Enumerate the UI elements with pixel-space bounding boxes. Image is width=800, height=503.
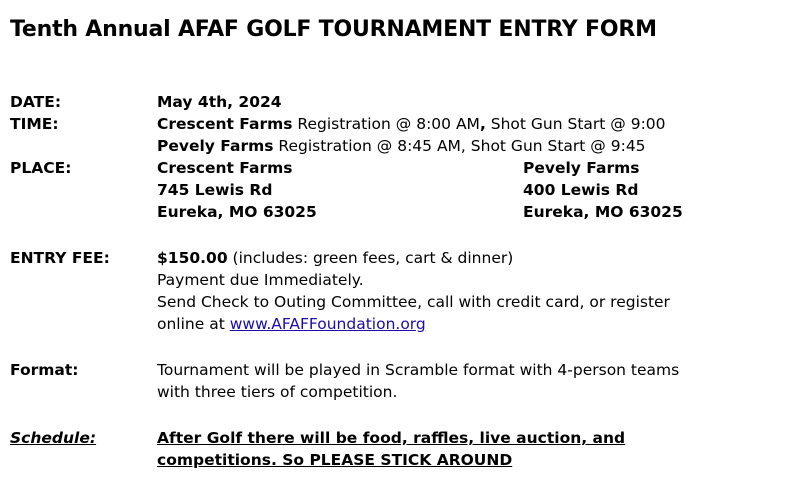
schedule-label: Schedule: [10, 429, 97, 447]
payment-instructions: Send Check to Outing Committee, call with credit card, or register [157, 293, 670, 311]
schedule-line-1: After Golf there will be food, raffles, live auction, and [157, 429, 626, 447]
time-line-crescent: Crescent Farms Registration @ 8:00 AM, Shot Gun Start @ 9:00 [157, 115, 666, 133]
venue-1-city: Eureka, MO 63025 [157, 203, 317, 221]
venue-2-name: Pevely Farms [523, 159, 640, 177]
date-label: DATE: [10, 93, 62, 111]
venue-2-street: 400 Lewis Rd [523, 181, 639, 199]
date-value: May 4th, 2024 [157, 93, 282, 111]
time-line-pevely: Pevely Farms Registration @ 8:45 AM, Shot Gun Start @ 9:45 [157, 137, 646, 155]
form-title: Tenth Annual AFAF GOLF TOURNAMENT ENTRY FORM [10, 17, 657, 42]
format-label: Format: [10, 361, 79, 379]
entry-fee-label: ENTRY FEE: [10, 249, 110, 267]
format-line-1: Tournament will be played in Scramble format with 4-person teams [157, 361, 680, 379]
schedule-line-2: competitions. So PLEASE STICK AROUND [157, 451, 513, 469]
venue-1-name: Crescent Farms [157, 159, 293, 177]
entry-fee-amount: $150.00 (includes: green fees, cart & dinner) [157, 249, 514, 267]
venue-1-street: 745 Lewis Rd [157, 181, 273, 199]
foundation-link[interactable]: www.AFAFFoundation.org [229, 315, 426, 333]
format-line-2: with three tiers of competition. [157, 383, 398, 401]
venue-2-city: Eureka, MO 63025 [523, 203, 683, 221]
time-label: TIME: [10, 115, 59, 133]
online-registration: online at www.AFAFFoundation.org [157, 315, 426, 333]
payment-due: Payment due Immediately. [157, 271, 364, 289]
place-label: PLACE: [10, 159, 72, 177]
